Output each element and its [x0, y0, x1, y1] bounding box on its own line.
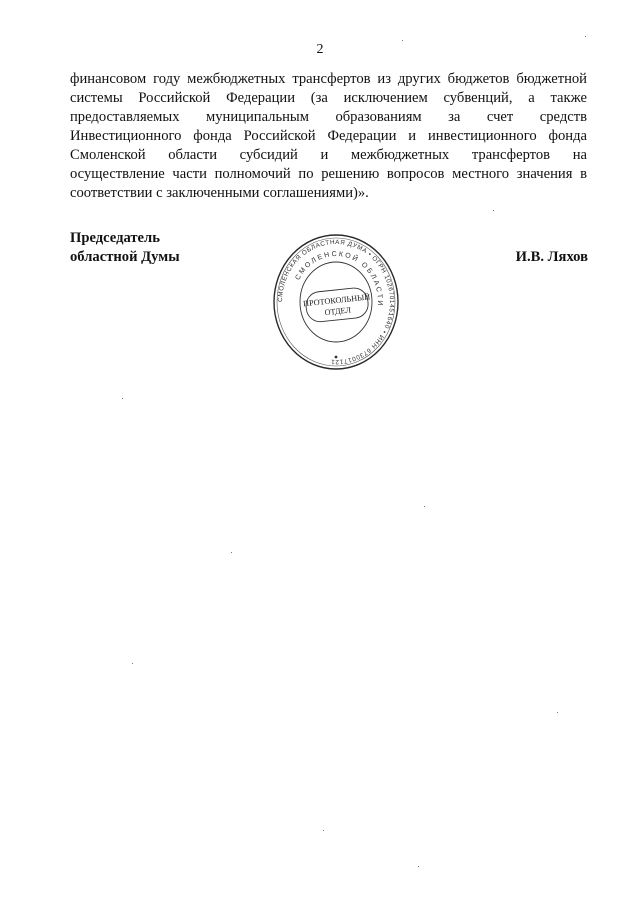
- signer-title: [70, 229, 180, 267]
- body-line: финансовом году межбюджетных трансфертов из других бюджетов бюджетной: [70, 71, 587, 87]
- scan-speck: [323, 830, 324, 831]
- seal-outer-text: СМОЛЕНСКАЯ ОБЛАСТНАЯ ДУМА • ОГРН 1026701451640 • ИНН 6730017121: [276, 238, 396, 366]
- scan-speck: [418, 866, 419, 867]
- scan-speck: [424, 506, 425, 507]
- page-number: 2: [316, 42, 324, 57]
- body-line: осуществление части полномочий по решению вопросов местного значения в: [70, 166, 587, 182]
- signer-title-line2: областной Думы: [70, 249, 180, 265]
- scan-speck: [231, 552, 232, 553]
- seal-inner-text: СМОЛЕНСКОЙ ОБЛАСТИ: [294, 250, 384, 308]
- scan-speck: [402, 40, 403, 41]
- official-seal: [271, 232, 401, 372]
- seal-center-line1: ПРОТОКОЛЬНЫЙ: [302, 292, 371, 309]
- scan-speck: [132, 663, 133, 664]
- body-line: предоставляемых муниципальным образованиям за счет средств: [70, 109, 587, 125]
- body-line: Инвестиционного фонда Российской Федерации и инвестиционного фонда: [70, 128, 587, 144]
- scan-speck: [493, 210, 494, 211]
- body-line: Смоленской области субсидий и межбюджетных трансфертов на: [70, 147, 587, 163]
- body-line: соответствии с заключенными соглашениями)».: [70, 185, 369, 201]
- scan-speck: [585, 36, 586, 37]
- signer-name: И.В. Ляхов: [515, 249, 588, 265]
- scan-speck: [122, 398, 123, 399]
- body-paragraph: [70, 70, 587, 203]
- body-line: системы Российской Федерации (за исключением субвенций, а также: [70, 90, 587, 106]
- seal-center-line2: ОТДЕЛ: [324, 305, 352, 318]
- signer-title-line1: Председатель: [70, 230, 160, 246]
- scan-speck: [557, 712, 558, 713]
